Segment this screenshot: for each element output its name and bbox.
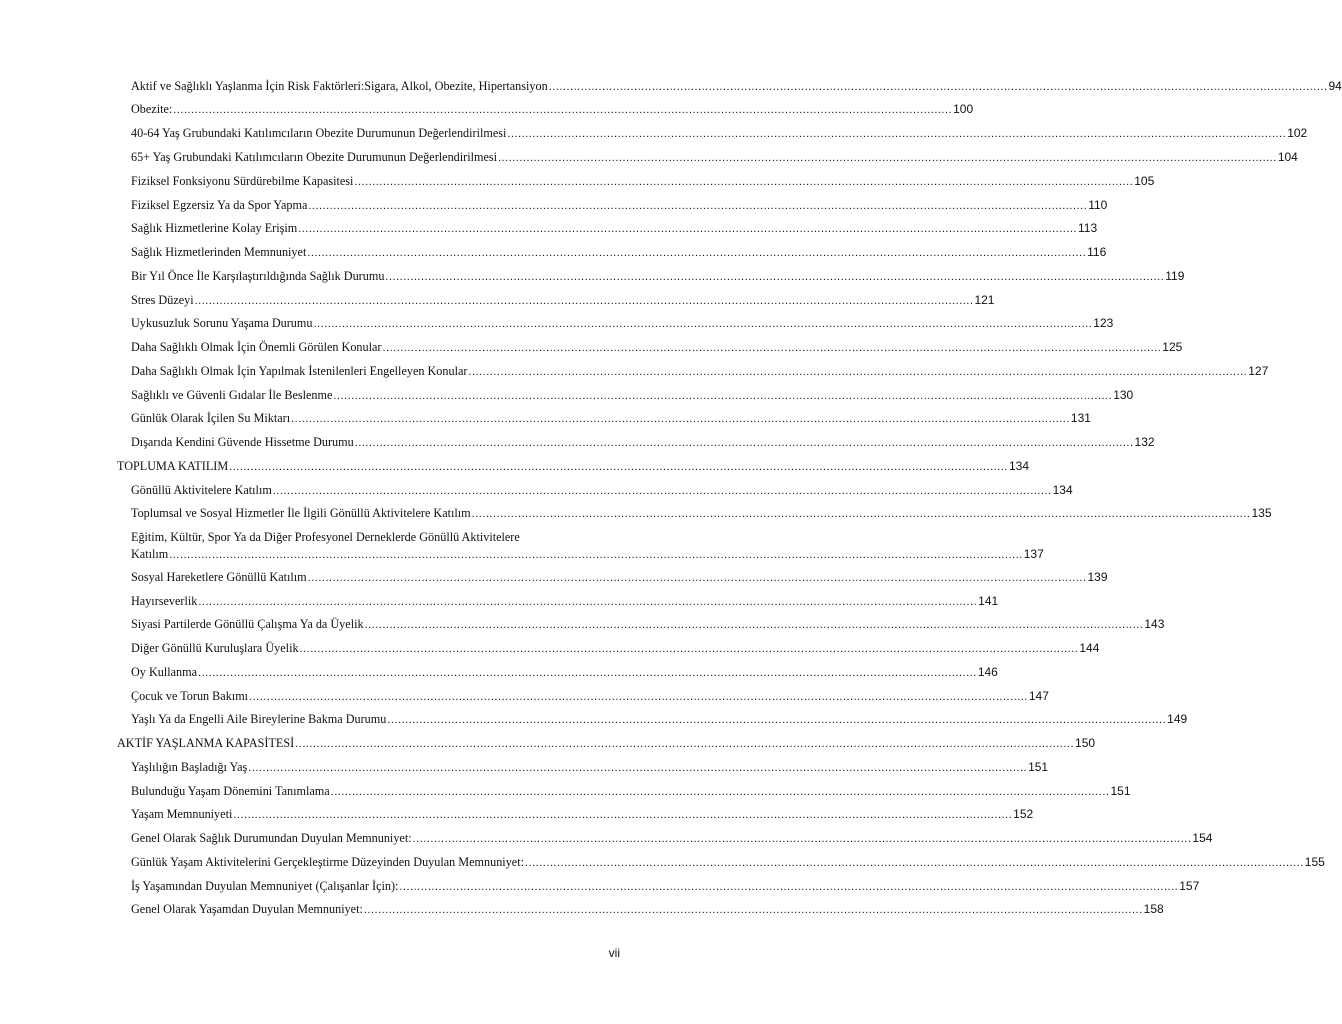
toc-entry[interactable]: [131, 855, 1325, 871]
toc-entry-page: 143: [1144, 617, 1165, 631]
toc-entry[interactable]: [131, 245, 1107, 261]
toc-entry[interactable]: [131, 435, 1155, 451]
toc-entry[interactable]: [131, 641, 1100, 657]
toc-entry-title: Stres Düzeyi: [131, 293, 194, 307]
toc-entry[interactable]: [131, 388, 1134, 404]
toc-entry[interactable]: [131, 784, 1131, 800]
toc-entry-page: 139: [1087, 570, 1108, 584]
toc-entry-title: 40-64 Yaş Grubundaki Katılımcıların Obezite Durumunun Değerlendirilmesi: [131, 126, 507, 140]
toc-entry-page: 134: [1052, 483, 1073, 497]
toc-entry-title: Aktif ve Sağlıklı Yaşlanma İçin Risk Faktörleri:Sigara, Alkol, Obezite, Hipertansiyon: [131, 79, 548, 93]
toc-entry-title: Uykusuzluk Sorunu Yaşama Durumu: [131, 316, 313, 330]
dot-leader: [399, 880, 1178, 895]
toc-entry-page: 155: [1304, 855, 1325, 869]
toc-entry-title: Toplumsal ve Sosyal Hizmetler İle İlgili Gönüllü Aktivitelere Katılım: [131, 506, 471, 520]
toc-entry-title: Oy Kullanma: [131, 665, 198, 679]
dot-leader: [198, 595, 977, 610]
toc-entry-page: 147: [1028, 689, 1049, 703]
toc-entry[interactable]: [131, 150, 1298, 166]
dot-leader: [468, 365, 1247, 380]
toc-entry-page: 104: [1277, 150, 1298, 164]
toc-entry-page: 131: [1070, 411, 1091, 425]
dot-leader: [365, 618, 1144, 633]
dot-leader: [364, 903, 1143, 918]
toc-entry[interactable]: [131, 126, 1308, 142]
toc-entry[interactable]: [131, 831, 1213, 847]
toc-entry-page: 158: [1143, 902, 1164, 916]
toc-entry-page: 105: [1134, 174, 1155, 188]
toc-entry-title: Günlük Yaşam Aktivitelerini Gerçekleştirme Düzeyinden Duyulan Memnuniyet:: [131, 855, 524, 869]
toc-entry-title: Sağlık Hizmetlerinden Memnuniyet: [131, 245, 307, 259]
toc-entry-title: Gönüllü Aktivitelere Katılım: [131, 483, 272, 497]
dot-leader: [233, 808, 1012, 823]
toc-entry-title: Daha Sağlıklı Olmak İçin Yapılmak İstenilenleri Engelleyen Konular: [131, 364, 468, 378]
toc-entry-title: Bulunduğu Yaşam Dönemini Tanımlama: [131, 784, 330, 798]
toc-entry-title: Daha Sağlıklı Olmak İçin Önemli Görülen Konular: [131, 340, 382, 354]
toc-entry[interactable]: [131, 712, 1188, 728]
toc-entry[interactable]: [131, 530, 1044, 563]
toc-entry[interactable]: [131, 665, 998, 681]
dot-leader: [308, 199, 1087, 214]
toc-entry[interactable]: [131, 174, 1155, 190]
toc-entry-page: 146: [977, 665, 998, 679]
toc-entry-title: Fiziksel Fonksiyonu Sürdürebilme Kapasitesi: [131, 174, 354, 188]
dot-leader: [387, 713, 1166, 728]
dot-leader: [313, 317, 1092, 332]
toc-entry-title: Genel Olarak Yaşamdan Duyulan Memnuniyet:: [131, 902, 363, 916]
page-number: vii: [608, 946, 620, 960]
toc-entry[interactable]: [131, 316, 1114, 332]
toc-entry-title: Sağlık Hizmetlerine Kolay Erişim: [131, 221, 298, 235]
toc-entry-page: 116: [1087, 245, 1107, 259]
toc-entry-page: 144: [1079, 641, 1100, 655]
toc-entry-title: Bir Yıl Önce İle Karşılaştırıldığında Sağlık Durumu: [131, 269, 385, 283]
toc-entry-page: 134: [1008, 459, 1029, 473]
toc-entry-page: 132: [1134, 435, 1155, 449]
toc-entry-page: 135: [1251, 506, 1272, 520]
toc-entry[interactable]: [131, 364, 1269, 380]
toc-entry-title: Yaşlılığın Başladığı Yaş: [131, 760, 248, 774]
dot-leader: [300, 642, 1079, 657]
toc-entry-page: 125: [1162, 340, 1183, 354]
toc-entry[interactable]: [131, 102, 974, 118]
toc-entry-title: Obezite:: [131, 102, 173, 116]
toc-entry-page: 121: [974, 293, 995, 307]
toc-entry-title: İş Yaşamından Duyulan Memnuniyet (Çalışanlar İçin):: [131, 879, 399, 893]
toc-entry-title-line2: Katılım: [131, 547, 169, 561]
toc-entry[interactable]: [131, 79, 1342, 95]
toc-entry-page: 154: [1192, 831, 1213, 845]
dot-leader: [307, 246, 1086, 261]
dot-leader: [413, 832, 1192, 847]
dot-leader: [385, 270, 1164, 285]
toc-entry-page: 152: [1013, 807, 1034, 821]
toc-entry[interactable]: [131, 483, 1073, 499]
toc-entry-page: 102: [1287, 126, 1308, 140]
dot-leader: [525, 856, 1304, 871]
toc-entry-title: Çocuk ve Torun Bakımı: [131, 689, 249, 703]
dot-leader: [229, 460, 1008, 475]
toc-entry-page: 100: [953, 102, 974, 116]
toc-entry-title: AKTİF YAŞLANMA KAPASİTESİ: [117, 736, 295, 750]
toc-entry-title: Hayırseverlik: [131, 594, 198, 608]
toc-entry-title: 65+ Yaş Grubundaki Katılımcıların Obezite Durumunun Değerlendirilmesi: [131, 150, 497, 164]
dot-leader: [331, 785, 1110, 800]
toc-entry-page: 130: [1113, 388, 1134, 402]
toc-entry-title: Günlük Olarak İçilen Su Miktarı: [131, 411, 291, 425]
toc-entry-title: Yaşam Memnuniyeti: [131, 807, 233, 821]
toc-entry-page: 151: [1110, 784, 1131, 798]
dot-leader: [195, 294, 974, 309]
dot-leader: ................................................................................................................................................................................................................................................: [169, 549, 1023, 561]
dot-leader: [295, 737, 1074, 752]
toc-entry-title: Siyasi Partilerde Gönüllü Çalışma Ya da Üyelik: [131, 617, 364, 631]
toc-entry-page: 151: [1028, 760, 1049, 774]
toc-entry[interactable]: [131, 198, 1108, 214]
dot-leader: [382, 341, 1161, 356]
dot-leader: [291, 412, 1070, 427]
toc-entry-title: Dışarıda Kendini Güvende Hissetme Durumu: [131, 435, 354, 449]
toc-entry[interactable]: [131, 221, 1098, 237]
dot-leader: [248, 761, 1027, 776]
toc-entry-page: 127: [1248, 364, 1269, 378]
toc-entry-title: Fiziksel Egzersiz Ya da Spor Yapma: [131, 198, 308, 212]
toc-entry-title: Diğer Gönüllü Kuruluşlara Üyelik: [131, 641, 299, 655]
dot-leader: [198, 666, 977, 681]
dot-leader: [549, 80, 1328, 95]
toc-entry-title: Genel Olarak Sağlık Durumundan Duyulan Memnuniyet:: [131, 831, 412, 845]
toc-entry[interactable]: [131, 340, 1183, 356]
toc-entry-page: 150: [1075, 736, 1096, 750]
dot-leader: [173, 103, 952, 118]
toc-entry-title-line1: Eğitim, Kültür, Spor Ya da Diğer Profesyonel Derneklerde Gönüllü Aktivitelere: [131, 530, 520, 544]
toc-entry[interactable]: [131, 879, 1200, 895]
toc-entry-page: 94: [1328, 79, 1342, 93]
toc-entry-page: 113: [1078, 221, 1098, 235]
dot-leader: [354, 175, 1133, 190]
dot-leader: [249, 690, 1028, 705]
dot-leader: [507, 127, 1286, 142]
dot-leader: [355, 436, 1134, 451]
toc-entry[interactable]: [131, 506, 1272, 522]
toc-entry[interactable]: [131, 689, 1049, 705]
toc-entry[interactable]: [131, 760, 1049, 776]
dot-leader: [298, 222, 1077, 237]
dot-leader: [498, 151, 1277, 166]
toc-entry-page: 110: [1088, 198, 1108, 212]
toc-entry[interactable]: [131, 269, 1185, 285]
toc-entry-page: 123: [1093, 316, 1114, 330]
toc-entry-title: TOPLUMA KATILIM: [117, 459, 229, 473]
toc-entry-page: 157: [1179, 879, 1200, 893]
toc-entry-page: 137: [1023, 547, 1044, 561]
toc-entry[interactable]: [131, 807, 1034, 823]
dot-leader: [273, 484, 1052, 499]
toc-entry-title: Yaşlı Ya da Engelli Aile Bireylerine Bakma Durumu: [131, 712, 387, 726]
toc-entry[interactable]: [131, 411, 1091, 427]
toc-entry[interactable]: [131, 902, 1164, 918]
dot-leader: [333, 389, 1112, 404]
toc-entry-page: 141: [978, 594, 999, 608]
toc-section-heading[interactable]: [117, 459, 1029, 475]
toc-entry[interactable]: [131, 570, 1108, 586]
toc-entry[interactable]: [131, 594, 999, 610]
toc-entry[interactable]: [131, 293, 995, 309]
toc-entry-page: 119: [1165, 269, 1185, 283]
dot-leader: [308, 571, 1087, 586]
dot-leader: [472, 507, 1251, 522]
toc-entry-title: Sağlıklı ve Güvenli Gıdalar İle Beslenme: [131, 388, 333, 402]
toc-entry-page: 149: [1167, 712, 1188, 726]
toc-entry-title: Sosyal Hareketlere Gönüllü Katılım: [131, 570, 307, 584]
toc-entry[interactable]: [131, 617, 1165, 633]
toc-section-heading[interactable]: [117, 736, 1096, 752]
